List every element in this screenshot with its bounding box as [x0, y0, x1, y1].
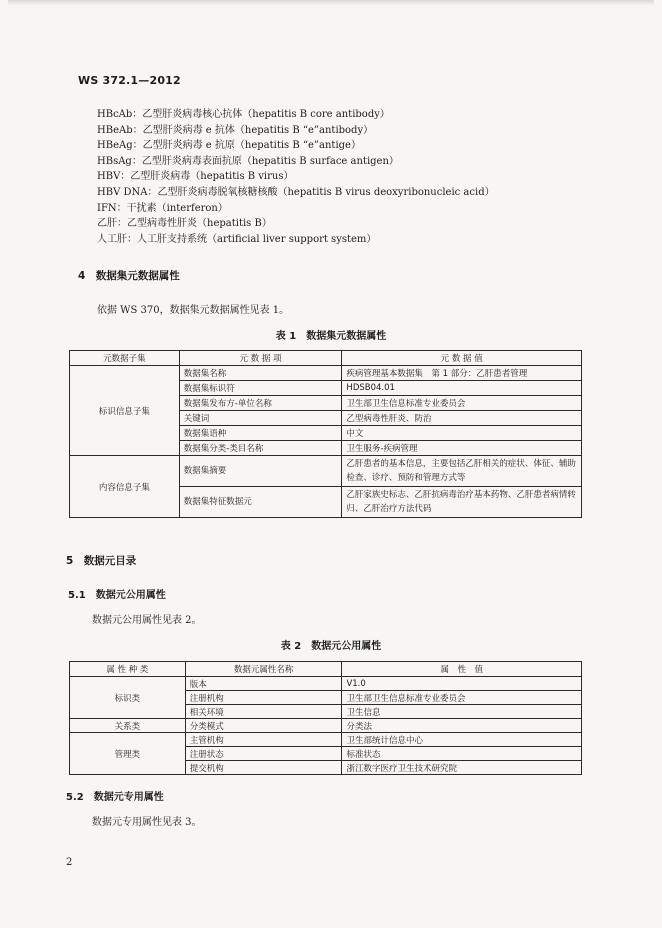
section-5-1-intro: 数据元公用属性见表 2。	[92, 615, 202, 626]
metadata-item-cell: 数据集分类-类目名称	[179, 441, 342, 456]
table-header-row	[70, 351, 582, 366]
attribute-name-cell: 相关环境	[185, 705, 342, 719]
abbreviation-item: HBcAb：乙型肝炎病毒核心抗体（hepatitis B core antibody）	[97, 109, 390, 120]
metadata-subset-cell: 内容信息子集	[70, 456, 180, 518]
table-row	[70, 366, 582, 381]
section-5-1-heading: 5.1 数据元公用属性	[68, 590, 166, 601]
abbreviation-item: HBsAg：乙型肝炎病毒表面抗原（hepatitis B surface antigen）	[97, 155, 399, 167]
table-1-dataset-metadata	[69, 350, 582, 518]
metadata-value-cell: HDSB04.01	[342, 381, 582, 396]
attribute-name-cell: 提交机构	[185, 761, 342, 775]
table-row	[70, 719, 582, 733]
section-5-heading: 5 数据元目录	[66, 555, 137, 567]
metadata-value-cell: 中文	[342, 426, 582, 441]
metadata-value-cell: 乙肝家族史标志、乙肝抗病毒治疗基本药物、乙肝患者病情转归、乙肝治疗方法代码	[342, 487, 582, 518]
attribute-value-cell: V1.0	[342, 677, 582, 691]
attribute-kind-cell: 标识类	[70, 677, 186, 719]
abbreviation-item: 人工肝：人工肝支持系统（artificial liver support system）	[97, 233, 377, 245]
standard-number-header: WS 372.1—2012	[78, 74, 181, 87]
metadata-value-cell: 疾病管理基本数据集 第 1 部分：乙肝患者管理	[342, 366, 582, 381]
table-1-caption: 表 1 数据集元数据属性	[275, 331, 387, 342]
metadata-item-cell: 数据集标识符	[179, 381, 342, 396]
metadata-item-cell: 数据集摘要	[179, 456, 342, 487]
abbreviation-item: IFN：干扰素（interferon）	[97, 202, 228, 214]
table-header-row	[70, 662, 582, 677]
table-row	[70, 456, 582, 487]
metadata-value-cell: 乙肝患者的基本信息，主要包括乙肝相关的症状、体征、辅助检查、诊疗、预防和管理方式等	[342, 456, 582, 487]
metadata-item-cell: 关键词	[179, 411, 342, 426]
metadata-value-cell: 卫生服务-疾病管理	[342, 441, 582, 456]
table-2-common-attributes	[69, 661, 582, 775]
table-header-cell: 数据元属性名称	[185, 662, 342, 677]
metadata-item-cell: 数据集名称	[179, 366, 342, 381]
metadata-value-cell: 乙型病毒性肝炎、防治	[342, 411, 582, 426]
abbreviation-list	[97, 107, 495, 247]
attribute-value-cell: 卫生信息	[342, 705, 582, 719]
abbreviation-item: HBeAg：乙型肝炎病毒 e 抗原（hepatitis B “e”antige）	[97, 140, 361, 152]
metadata-item-cell: 数据集语种	[179, 426, 342, 441]
attribute-value-cell: 分类法	[342, 719, 582, 733]
section-5-2-intro: 数据元专用属性见表 3。	[92, 817, 202, 828]
scan-edge-shadow	[8, 0, 654, 6]
attribute-value-cell: 卫生部统计信息中心	[342, 733, 582, 747]
table-row	[70, 733, 582, 747]
attribute-name-cell: 版本	[185, 677, 342, 691]
section-4-heading: 4 数据集元数据属性	[78, 270, 180, 282]
attribute-kind-cell: 关系类	[70, 719, 186, 733]
attribute-value-cell: 卫生部卫生信息标准专业委员会	[342, 691, 582, 705]
section-5-2-heading: 5.2 数据元专用属性	[66, 792, 164, 803]
attribute-name-cell: 分类模式	[185, 719, 342, 733]
attribute-value-cell: 标准状态	[342, 747, 582, 761]
section-4-intro: 依据 WS 370，数据集元数据属性见表 1。	[97, 305, 290, 316]
abbreviation-item: 乙肝：乙型病毒性肝炎（hepatitis B）	[97, 218, 272, 230]
table-header-cell: 元数据子集	[70, 351, 180, 366]
attribute-name-cell: 注册状态	[185, 747, 342, 761]
abbreviation-item: HBeAb：乙型肝炎病毒 e 抗体（hepatitis B “e”antibody）	[97, 124, 374, 136]
table-row	[70, 677, 582, 691]
attribute-name-cell: 主管机构	[185, 733, 342, 747]
table-header-cell: 属 性 值	[342, 662, 582, 677]
metadata-item-cell: 数据集特征数据元	[179, 487, 342, 518]
table-header-cell: 属 性 种 类	[70, 662, 186, 677]
abbreviation-item: HBV DNA：乙型肝炎病毒脱氧核糖核酸（hepatitis B virus deoxyribonucleic acid）	[97, 186, 495, 198]
attribute-value-cell: 浙江数字医疗卫生技术研究院	[342, 761, 582, 775]
metadata-value-cell: 卫生部卫生信息标准专业委员会	[342, 396, 582, 411]
metadata-subset-cell: 标识信息子集	[70, 366, 180, 456]
table-2-caption: 表 2 数据元公用属性	[280, 641, 382, 652]
table-header-cell: 元 数 据 值	[342, 351, 582, 366]
table-header-cell: 元 数 据 项	[179, 351, 342, 366]
attribute-name-cell: 注册机构	[185, 691, 342, 705]
attribute-kind-cell: 管理类	[70, 733, 186, 775]
page-number: 2	[66, 857, 73, 868]
metadata-item-cell: 数据集发布方-单位名称	[179, 396, 342, 411]
abbreviation-item: HBV：乙型肝炎病毒（hepatitis B virus）	[97, 171, 294, 183]
